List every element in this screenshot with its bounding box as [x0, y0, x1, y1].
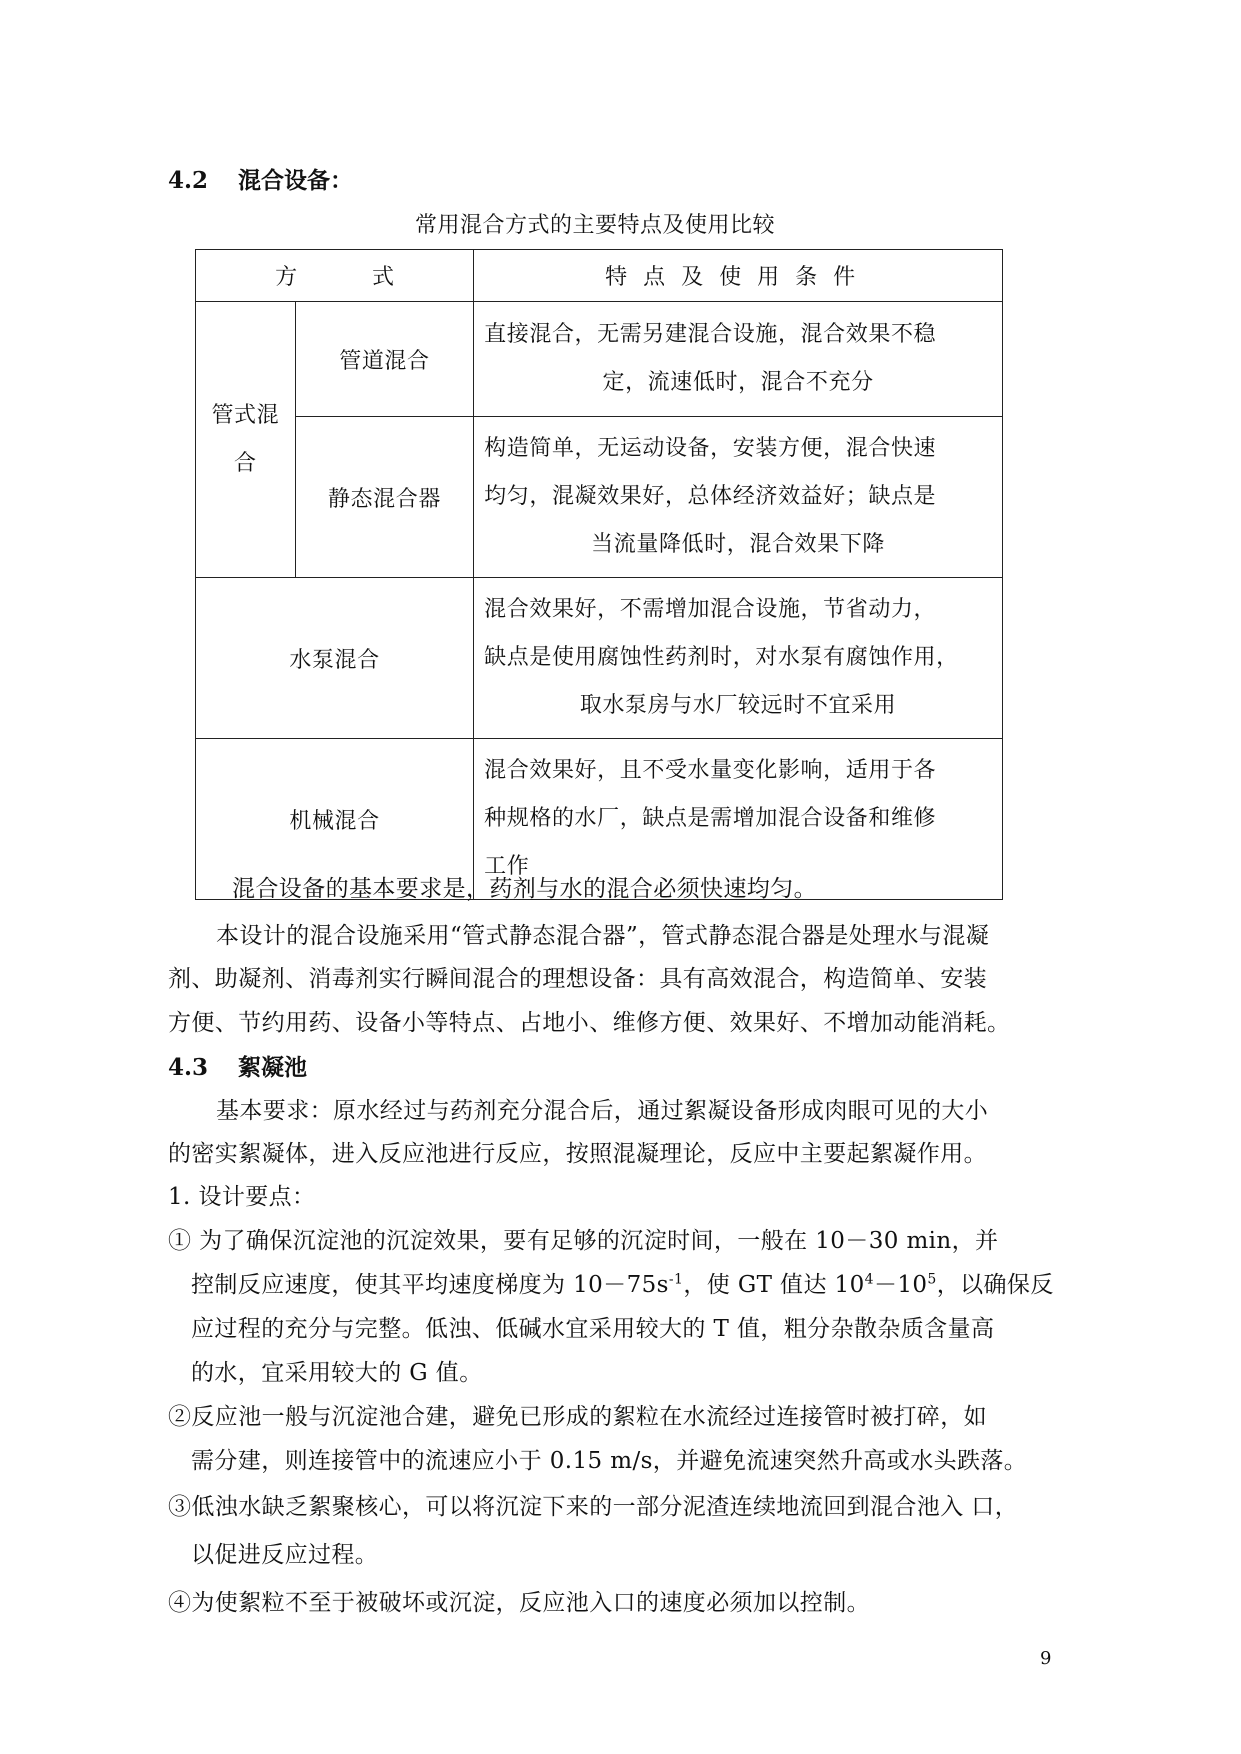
table-row	[196, 578, 1003, 739]
paragraph-basic-requirement: 混合设备的基本要求是，药剂与水的混合必须快速均匀。	[232, 876, 817, 902]
header-method: 方 式	[196, 250, 474, 302]
row-description: 构造简单，无运动设备，安装方便，混合快速 均匀，混凝效果好，总体经济效益好；缺点是 当流量降低时，混合效果下降	[474, 417, 1003, 578]
design-point-4: ④为使絮粒不至于被破坏或沉淀，反应池入口的速度必须加以控制。	[168, 1590, 870, 1616]
section-title: 混合设备：	[238, 167, 353, 194]
design-points-heading: 1. 设计要点：	[168, 1184, 316, 1210]
paragraph-design-line: 剂、助凝剂、消毒剂实行瞬间混合的理想设备：具有高效混合，构造简单、安装	[168, 966, 987, 992]
design-point-3-line: 以促进反应过程。	[191, 1542, 379, 1568]
section-number: 4.3	[168, 1054, 209, 1081]
design-point-3-line: ③低浊水缺乏絮聚核心，可以将沉淀下来的一部分泥渣连续地流回到混合池入 口，	[168, 1494, 1019, 1520]
section-heading-4-2	[168, 162, 353, 195]
design-point-1-line: 控制反应速度，使其平均速度梯度为 $10-75s^{-1}$，使 GT 值达 $10^4-10^5$，以确保反	[191, 1271, 1054, 1298]
paragraph-flocculation-line: 的密实絮凝体，进入反应池进行反应，按照混凝理论，反应中主要起絮凝作用。	[168, 1141, 987, 1167]
section-heading-4-3	[168, 1049, 307, 1082]
section-number: 4.2	[168, 167, 209, 194]
table-caption: 常用混合方式的主要特点及使用比较	[414, 213, 775, 238]
row-description: 直接混合，无需另建混合设施，混合效果不稳 定，流速低时，混合不充分	[474, 302, 1003, 417]
design-point-1-line: 的水，宜采用较大的 G 值。	[191, 1360, 483, 1386]
row-name: 管道混合	[295, 302, 473, 417]
header-features: 特点及使用条件	[474, 250, 1003, 302]
section-title: 絮凝池	[238, 1054, 307, 1081]
row-name: 水泵混合	[196, 578, 474, 739]
paragraph-flocculation-line: 基本要求：原水经过与药剂充分混合后，通过絮凝设备形成肉眼可见的大小	[216, 1098, 989, 1124]
paragraph-design-line: 本设计的混合设施采用“管式静态混合器”，管式静态混合器是处理水与混凝	[216, 923, 990, 949]
row-description: 混合效果好，且不受水量变化影响，适用于各 种规格的水厂，缺点是需增加混合设备和维修 工作	[474, 739, 1003, 900]
paragraph-design-line: 方便、节约用药、设备小等特点、占地小、维修方便、效果好、不增加动能消耗。	[168, 1010, 1011, 1036]
mixing-comparison-table	[195, 249, 1003, 900]
design-point-1-line: 应过程的充分与完整。低浊、低碱水宜采用较大的 T 值，粗分杂散杂质含量高	[191, 1316, 995, 1342]
design-point-2-line: 需分建，则连接管中的流速应小于 0.15 m/s，并避免流速突然升高或水头跌落。	[191, 1448, 1028, 1474]
row-description: 混合效果好，不需增加混合设施，节省动力， 缺点是使用腐蚀性药剂时，对水泵有腐蚀作用， 取水泵房与水厂较远时不宜采用	[474, 578, 1003, 739]
row-name: 机械混合	[196, 739, 474, 900]
page-number: 9	[1040, 1648, 1052, 1669]
design-point-2-line: ②反应池一般与沉淀池合建，避免已形成的絮粒在水流经过连接管时被打碎，如	[168, 1404, 987, 1430]
table-header-row	[196, 250, 1003, 302]
table-row	[196, 417, 1003, 578]
group-label-pipe-mixing: 管式混 合	[196, 302, 296, 578]
row-name: 静态混合器	[295, 417, 473, 578]
design-point-1-line: ① 为了确保沉淀池的沉淀效果，要有足够的沉淀时间，一般在 10－30 min，并	[168, 1228, 999, 1254]
table-row	[196, 302, 1003, 417]
